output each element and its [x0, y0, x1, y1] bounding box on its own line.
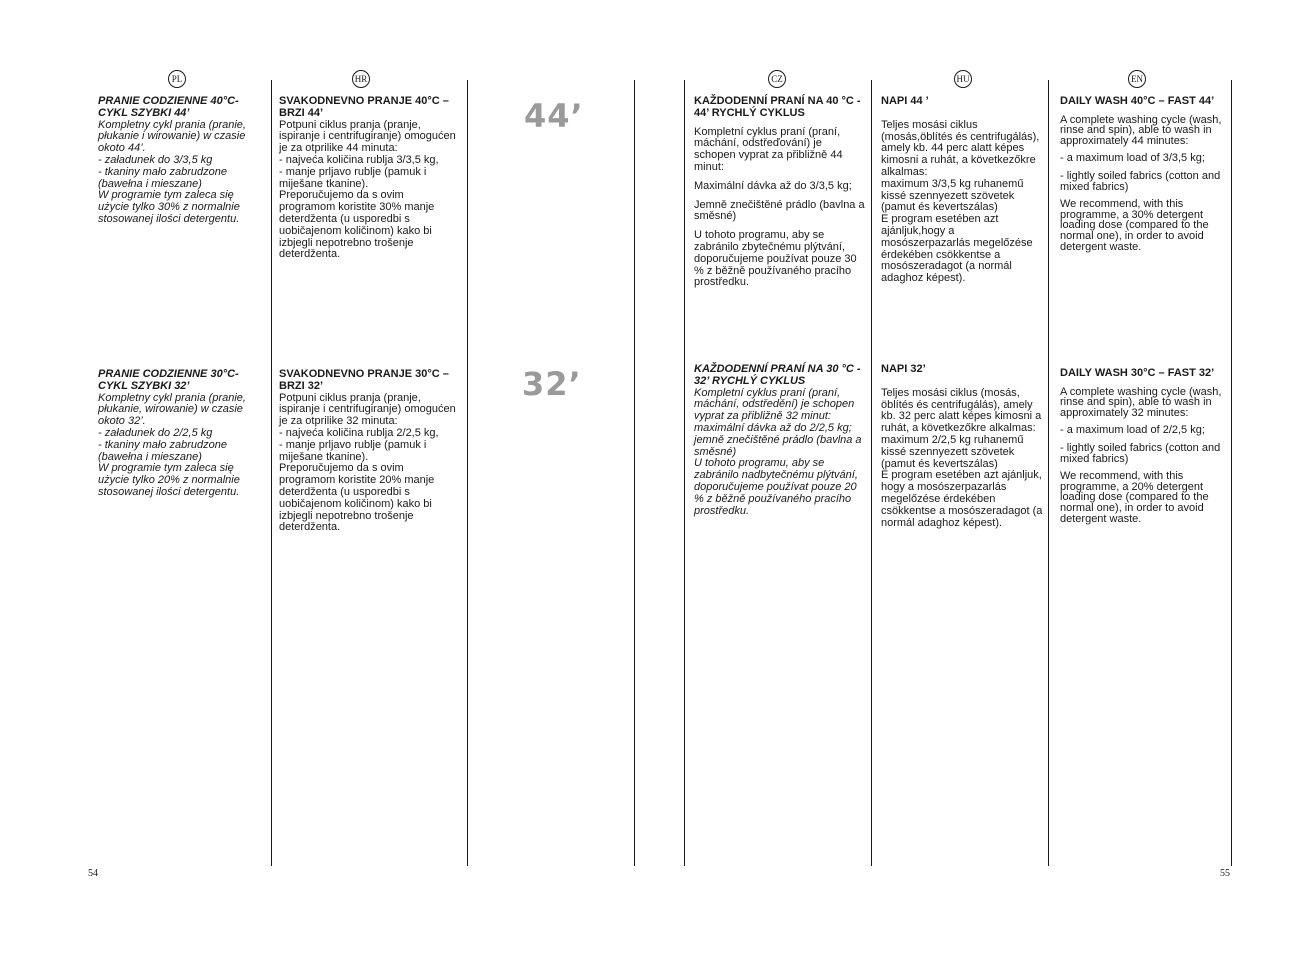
section-text: - załadunek do 2/2,5 kg [98, 426, 213, 439]
section-text: - lightly soiled fabrics (cotton and mixed fabrics) [1060, 169, 1221, 193]
section-text: - tkaniny mało zabrudzone (bawełna i mieszane) [98, 165, 228, 190]
program-section-44 [279, 96, 459, 261]
section-text: - najveća količina rublja 2/2,5 kg, [279, 426, 439, 439]
program-section-32 [881, 364, 1043, 529]
section-text: E program esetében azt ajánljuk,hogy a mosószerpazarlás megelőzése érdekében csökkentse a mosószeradagot (a normál adaghoz képest). [881, 213, 1033, 285]
section-text: - a maximum load of 3/3,5 kg; [1060, 152, 1205, 165]
section-heading: SVAKODNEVNO PRANJE 30°C – BRZI 32’ [279, 368, 449, 392]
program-section-32 [694, 364, 866, 517]
section-text: - manje prljavo rublje (pamuk i miješane tkanine). [279, 165, 427, 190]
section-text: A complete washing cycle (wash, rinse and spin), able to wash in approximately 44 minutes: [1060, 113, 1222, 147]
column-cz [694, 96, 866, 856]
section-text: Kompletny cykl prania (pranie, płukanie, wirowanie) w czasie okoto 32’. [98, 391, 246, 428]
section-text: Potpuni ciklus pranja (pranje, ispiranje i centrifugiranje) omogućen je za otprilike 44 minuta: [279, 118, 456, 155]
section-text: - załadunek do 3/3,5 kg [98, 153, 213, 166]
section-heading: NAPI 44 ’ [881, 95, 929, 107]
column-hr [279, 96, 459, 856]
section-heading: KAŽDODENNÍ PRANÍ NA 30 °C - 32’ RYCHLÝ CYKLUS [694, 363, 861, 387]
section-text: Potpuni ciklus pranja (pranje, ispiranje i centrifugiranje) omogućen je za otprilike 32 minuta: [279, 391, 456, 428]
section-text: maximum 2/2,5 kg ruhanemű [881, 433, 1024, 446]
section-text: - manje prljavo rublje (pamuk i miješane tkanine). [279, 438, 427, 463]
section-text: We recommend, with this programme, a 20% detergent loading dose (compared to the normal one), in order to avoid detergent waste. [1060, 470, 1209, 525]
section-text: maximální dávka až do 2/2,5 kg; [694, 421, 852, 434]
section-text: Kompletní cyklus praní (praní, máchání, odstředění) je schopen vyprat za přibližně 32 minut: [694, 386, 855, 423]
language-badge-cz: CZ [768, 70, 786, 88]
program-section-32 [279, 369, 459, 534]
column-hu [881, 96, 1043, 856]
column-divider [1231, 80, 1232, 866]
section-text: W programie tym zaleca się użycie tylko 20% z normalnie stosowanej ilości detergentu. [98, 462, 240, 498]
program-section-32 [98, 369, 264, 499]
page-number-right: 55 [1220, 868, 1230, 879]
section-text: Maximální dávka až do 3/3,5 kg; [694, 179, 852, 192]
section-text: U tohoto programu, aby se zabránilo zbytečnému plýtvání, doporučujeme používat pouze 30 % z běžně používaného pracího prostředku. [694, 229, 857, 289]
section-text: We recommend, with this programme, a 30% detergent loading dose (compared to the normal one), in order to avoid detergent waste. [1060, 198, 1209, 253]
section-text: E program esetében azt ajánljuk, hogy a mosószerpazarlás megelőzése érdekében csökkentse a mosószeradagot (a normál adaghoz képest). [881, 469, 1043, 529]
page-number-left: 54 [88, 868, 98, 879]
program-time-32: 32’ [522, 365, 582, 403]
section-text: Preporučujemo da s ovim programom koristite 20% manje deterdženta (u usporedbi s uobičajenom količinom) kako bi izbjegli nepotrebno trošenje deterdženta. [279, 462, 435, 534]
section-text: - a maximum load of 2/2,5 kg; [1060, 424, 1205, 437]
section-text: kissé szennyezett szövetek (pamut és kevertszálas) [881, 189, 1015, 214]
section-heading: PRANIE CODZIENNE 40°C- CYKL SZYBKI 44’ [98, 95, 239, 119]
program-section-44 [694, 96, 866, 289]
program-time-44: 44’ [524, 97, 584, 135]
column-divider [634, 80, 635, 866]
section-text: jemně znečištěné prádlo (bavlna a směsné) [694, 433, 862, 458]
column-en [1060, 96, 1224, 856]
section-text: kissé szennyezett szövetek (pamut és kevertszálas) [881, 445, 1015, 470]
section-heading: DAILY WASH 30°C – FAST 32’ [1060, 367, 1215, 379]
language-badge-en: EN [1128, 70, 1146, 88]
section-heading: KAŽDODENNÍ PRANÍ NA 40 °C - 44’ RYCHLÝ CYKLUS [694, 95, 861, 119]
section-heading: DAILY WASH 40°C – FAST 44’ [1060, 95, 1215, 107]
section-text: A complete washing cycle (wash, rinse and spin), able to wash in approximately 32 minutes: [1060, 385, 1222, 419]
column-divider [467, 80, 468, 866]
column-divider [684, 80, 685, 866]
language-badge-hr: HR [352, 70, 370, 88]
column-divider [271, 80, 272, 866]
program-section-44 [98, 96, 264, 226]
program-section-44 [881, 96, 1043, 285]
language-badge-hu: HU [954, 70, 972, 88]
program-section-44 [1060, 96, 1224, 259]
section-text: Teljes mosási ciklus (mosás, öblítés és centrifugálás), amely kb. 32 perc alatt képes kimosni a ruhát, a következőkre alkalmas: [881, 386, 1042, 435]
program-section-32 [1060, 368, 1224, 531]
section-text: - lightly soiled fabrics (cotton and mixed fabrics) [1060, 441, 1221, 465]
column-divider [871, 80, 872, 866]
section-text: Kompletny cykl prania (pranie, płukanie i wirowanie) w czasie okoto 44’. [98, 118, 246, 155]
language-badge-pl: PL [168, 70, 186, 88]
section-heading: NAPI 32’ [881, 363, 926, 375]
section-text: - tkaniny mało zabrudzone (bawełna i mieszane) [98, 438, 228, 463]
section-heading: SVAKODNEVNO PRANJE 40°C – BRZI 44’ [279, 95, 449, 119]
section-text: maximum 3/3,5 kg ruhanemű [881, 177, 1024, 190]
section-text: Teljes mosási ciklus (mosás,öblítés és centrifugálás), amely kb. 44 perc alatt képes kimosni a ruhát, a következőkre alkalmas: [881, 118, 1040, 178]
column-pl [98, 96, 264, 856]
section-text: W programie tym zaleca się użycie tylko 30% z normalnie stosowanej ilości detergentu. [98, 189, 240, 225]
section-text: - najveća količina rublja 3/3,5 kg, [279, 153, 439, 166]
column-divider [1048, 80, 1049, 866]
section-text: Preporučujemo da s ovim programom koristite 30% manje deterdženta (u usporedbi s uobičajenom količinom) kako bi izbjegli nepotrebno trošenje deterdženta. [279, 189, 435, 261]
section-text: Jemně znečištěné prádlo (bavlna a směsné) [694, 198, 865, 223]
section-text: Kompletní cyklus praní (praní, máchání, odstřeďování) je schopen vyprat za přibližně 44 minut: [694, 125, 843, 173]
section-text: U tohoto programu, aby se zabránilo nadbytečnému plýtvání, doporučujeme používat pouze 20 % z běžně používaného pracího prostředku. [694, 457, 858, 517]
section-heading: PRANIE CODZIENNE 30°C- CYKL SZYBKI 32’ [98, 368, 239, 392]
